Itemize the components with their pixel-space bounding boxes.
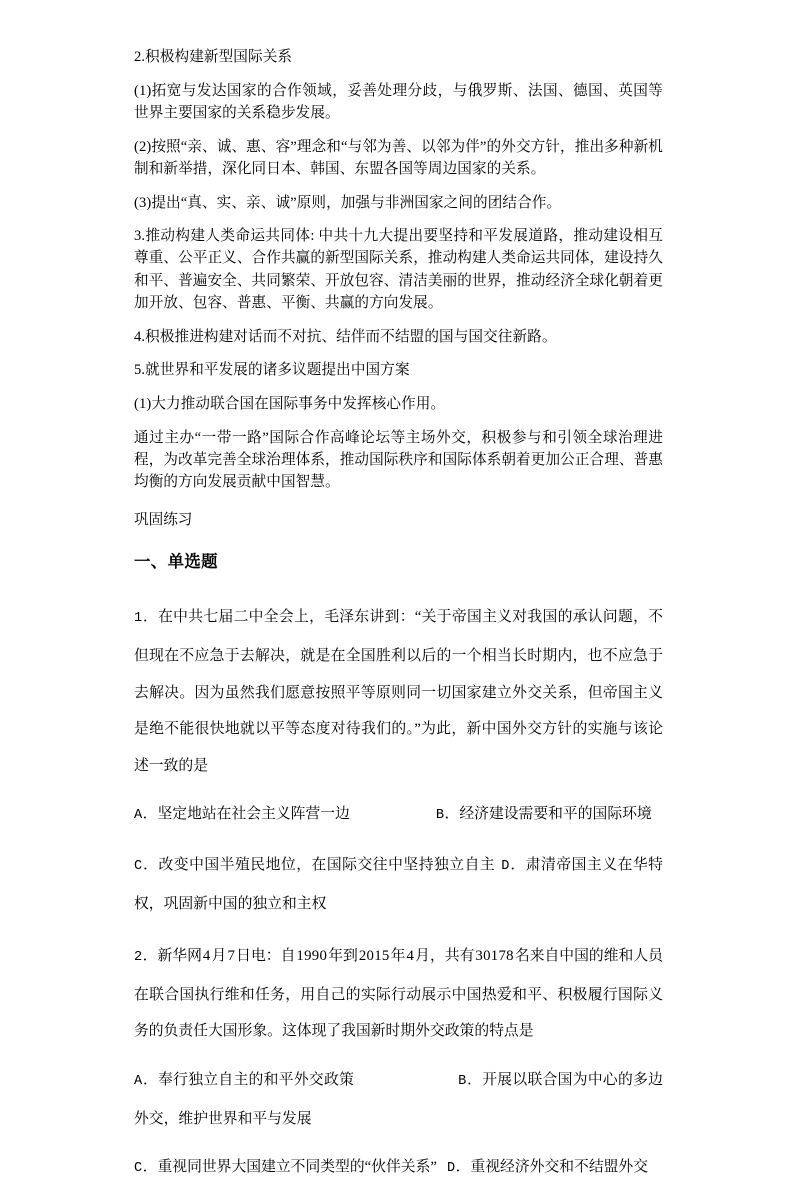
note-heading-4: 4.积极推进构建对话而不对抗、结伴而不结盟的国与国交往新路。 bbox=[134, 328, 557, 345]
practice-lead: 巩固练习 bbox=[134, 512, 193, 529]
note-item-5-1: (1)大力推动联合国在国际事务中发挥核心作用。 bbox=[134, 395, 446, 412]
option-text-d[interactable]: 肃清帝国主义在华特权，巩固新中国的独立和主权 bbox=[134, 857, 663, 912]
option-text-c[interactable]: 改变中国半殖民地位，在国际交往中坚持独立自主 bbox=[158, 857, 496, 874]
question-stem-text: 年 bbox=[390, 948, 406, 965]
option-separator: ． bbox=[466, 1071, 483, 1088]
question-stem-text: 名来自中国的维和人员在联合国执行维和任务，用自己的实际行动展示中国热爱和平、积极履行国际义务的负责任大国形象。这体现了我国新时期外交政策的特点是 bbox=[134, 948, 663, 1040]
option-row bbox=[134, 796, 663, 835]
notes-section bbox=[134, 46, 663, 493]
option-text-a[interactable]: 奉行独立自主的和平外交政策 bbox=[158, 1071, 355, 1088]
question-stem-text: 在中共七届二中全会上，毛泽东讲到：“关于帝国主义对我国的承认问题，不但现在不应急于去解决，就是在全国胜利以后的一个相当长时期内，也不应急于去解决。因为虽然我们愿意按照平等原则同一切国家建立外交关系，但帝国主义是绝不能很快地就以平等态度对待我们的。”为此，新中国外交方针的实施与该论述一致的是 bbox=[134, 609, 663, 774]
option-letter-c: C bbox=[134, 1161, 143, 1177]
option-letter-d: D bbox=[501, 859, 510, 875]
note-item-2-3: (3)提出“真、实、亲、诚”原则，加强与非洲国家之间的团结合作。 bbox=[134, 194, 562, 211]
option-separator: ． bbox=[444, 806, 460, 823]
question-number: 2 bbox=[134, 950, 143, 966]
option-row bbox=[134, 1062, 663, 1137]
note-item-2-2: (2)按照“亲、诚、惠、容”理念和“与邻为善、以邻为伴”的外交方针，推出多种新机制和新举措，深化同日本、韩国、东盟各国等周边国家的关系。 bbox=[134, 138, 663, 177]
question-stem-number: 2015 bbox=[358, 948, 390, 965]
note-heading-3: 3.推动构建人类命运共同体: 中共十九大提出要坚持和平发展道路，推动建设相互尊重、公平正义、合作共赢的新型国际关系，推动构建人类命运共同体，建设持久和平、普遍安全、共同繁荣、开放包容、清洁美丽的世界，推动经济全球化朝着更加开放、包容、普惠、平衡、共赢的方向发展。 bbox=[134, 228, 663, 311]
question-stem-number: 7 bbox=[227, 948, 236, 965]
note-heading-2: 2.积极构建新型国际关系 bbox=[134, 49, 293, 65]
option-row bbox=[134, 1149, 663, 1188]
option-letter-b: B bbox=[458, 1073, 467, 1089]
option-separator: ． bbox=[142, 857, 159, 874]
option-separator: ． bbox=[142, 1071, 159, 1088]
option-text-d[interactable]: 重视经济外交和不结盟外交 bbox=[470, 1159, 649, 1176]
option-text-a[interactable]: 坚定地站在社会主义阵营一边 bbox=[157, 806, 350, 823]
question-number-separator: ． bbox=[142, 948, 158, 965]
question-item bbox=[134, 938, 663, 1188]
question-stem-number: 4 bbox=[202, 948, 211, 965]
question-stem-text: 月 bbox=[211, 948, 227, 965]
option-separator: ． bbox=[142, 1159, 158, 1176]
question-stem bbox=[134, 938, 663, 1050]
question-stem-text: 新华网 bbox=[157, 948, 202, 965]
question-stem-text: 年到 bbox=[328, 948, 358, 965]
question-stem-number: 30178 bbox=[475, 948, 514, 965]
option-letter-a: A bbox=[134, 1073, 143, 1089]
option-separator: ． bbox=[142, 806, 158, 823]
option-letter-d: D bbox=[446, 1161, 456, 1177]
option-text-b[interactable]: 经济建设需要和平的国际环境 bbox=[459, 806, 652, 823]
option-row bbox=[134, 847, 663, 922]
option-separator: ． bbox=[455, 1159, 471, 1176]
option-letter-a: A bbox=[134, 808, 143, 824]
question-number-separator: ． bbox=[142, 609, 159, 626]
option-letter-b: B bbox=[435, 808, 445, 824]
note-heading-5: 5.就世界和平发展的诸多议题提出中国方案 bbox=[134, 362, 410, 379]
questions-section bbox=[134, 599, 663, 1187]
note-item-5-2: 通过主办“一带一路”国际合作高峰论坛等主场外交，积极参与和引领全球治理进程，为改革完善全球治理体系，推动国际秩序和国际体系朝着更加公正合理、普惠均衡的方向发展贡献中国智慧。 bbox=[134, 429, 663, 491]
section-heading-single-choice: 一、单选题 bbox=[134, 552, 218, 572]
option-text-c[interactable]: 重视同世界大国建立不同类型的“伙伴关系” bbox=[157, 1159, 437, 1176]
question-stem-number: 1990 bbox=[296, 948, 328, 965]
question-stem bbox=[134, 599, 663, 784]
option-letter-c: C bbox=[134, 859, 143, 875]
question-stem-text: 月，共有 bbox=[415, 948, 475, 965]
note-item-2-1: (1)拓宽与发达国家的合作领域，妥善处理分歧，与俄罗斯、法国、德国、英国等世界主要国家的关系稳步发展。 bbox=[134, 82, 663, 121]
question-stem-number: 4 bbox=[406, 948, 415, 965]
option-separator: ． bbox=[509, 857, 526, 874]
question-number: 1 bbox=[134, 611, 143, 627]
question-item bbox=[134, 599, 663, 922]
option-text-b[interactable]: 开展以联合国为中心的多边外交，维护世界和平与发展 bbox=[134, 1071, 663, 1127]
question-stem-text: 日电：自 bbox=[236, 948, 296, 965]
